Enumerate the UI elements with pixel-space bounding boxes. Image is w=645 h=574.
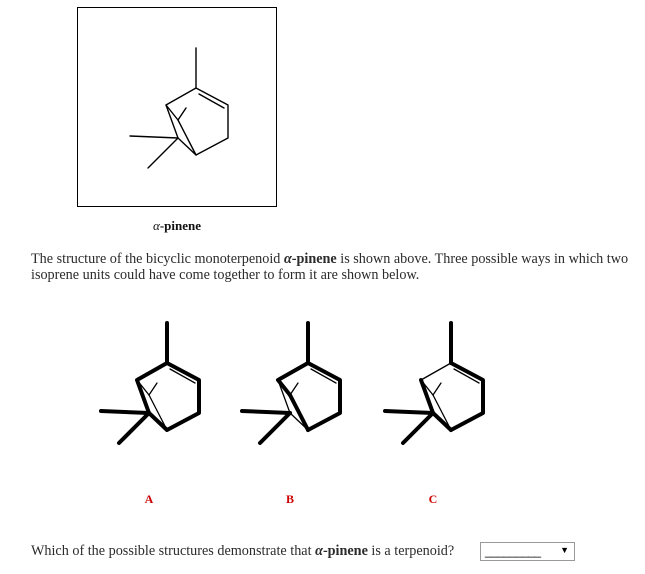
question-text: Which of the possible structures demonstrate that α-pinene is a terpenoid? (31, 543, 455, 559)
structure-option-b (229, 315, 349, 465)
option-a-label: A (144, 492, 154, 506)
alpha-pinene-structure-figure (77, 7, 277, 207)
structure-option-c (372, 315, 492, 465)
bridge-bond-1 (166, 105, 178, 120)
intro-paragraph: The structure of the bicyclic monoterpenoid α-pinene is shown above. Three possible ways in which two isoprene units could have come together to form it are shown below. (31, 251, 629, 283)
ring-bonds (166, 88, 228, 155)
option-structures (0, 315, 645, 515)
answer-dropdown[interactable] (480, 542, 575, 561)
figure-caption: α-pinene (153, 218, 201, 233)
option-c-label: C (428, 492, 438, 506)
gem-methyl-1 (130, 136, 178, 138)
structure-option-a (88, 315, 208, 465)
option-b-label: B (285, 492, 294, 506)
dropdown-selected-value: _________ (485, 544, 541, 558)
alpha-pinene-skeletal-drawing (78, 8, 276, 206)
dropdown-arrow-icon: ▼ (560, 545, 569, 555)
bridge-bond-3 (178, 108, 186, 120)
gem-methyl-2 (148, 138, 178, 168)
bridge-bond-2 (178, 120, 196, 155)
